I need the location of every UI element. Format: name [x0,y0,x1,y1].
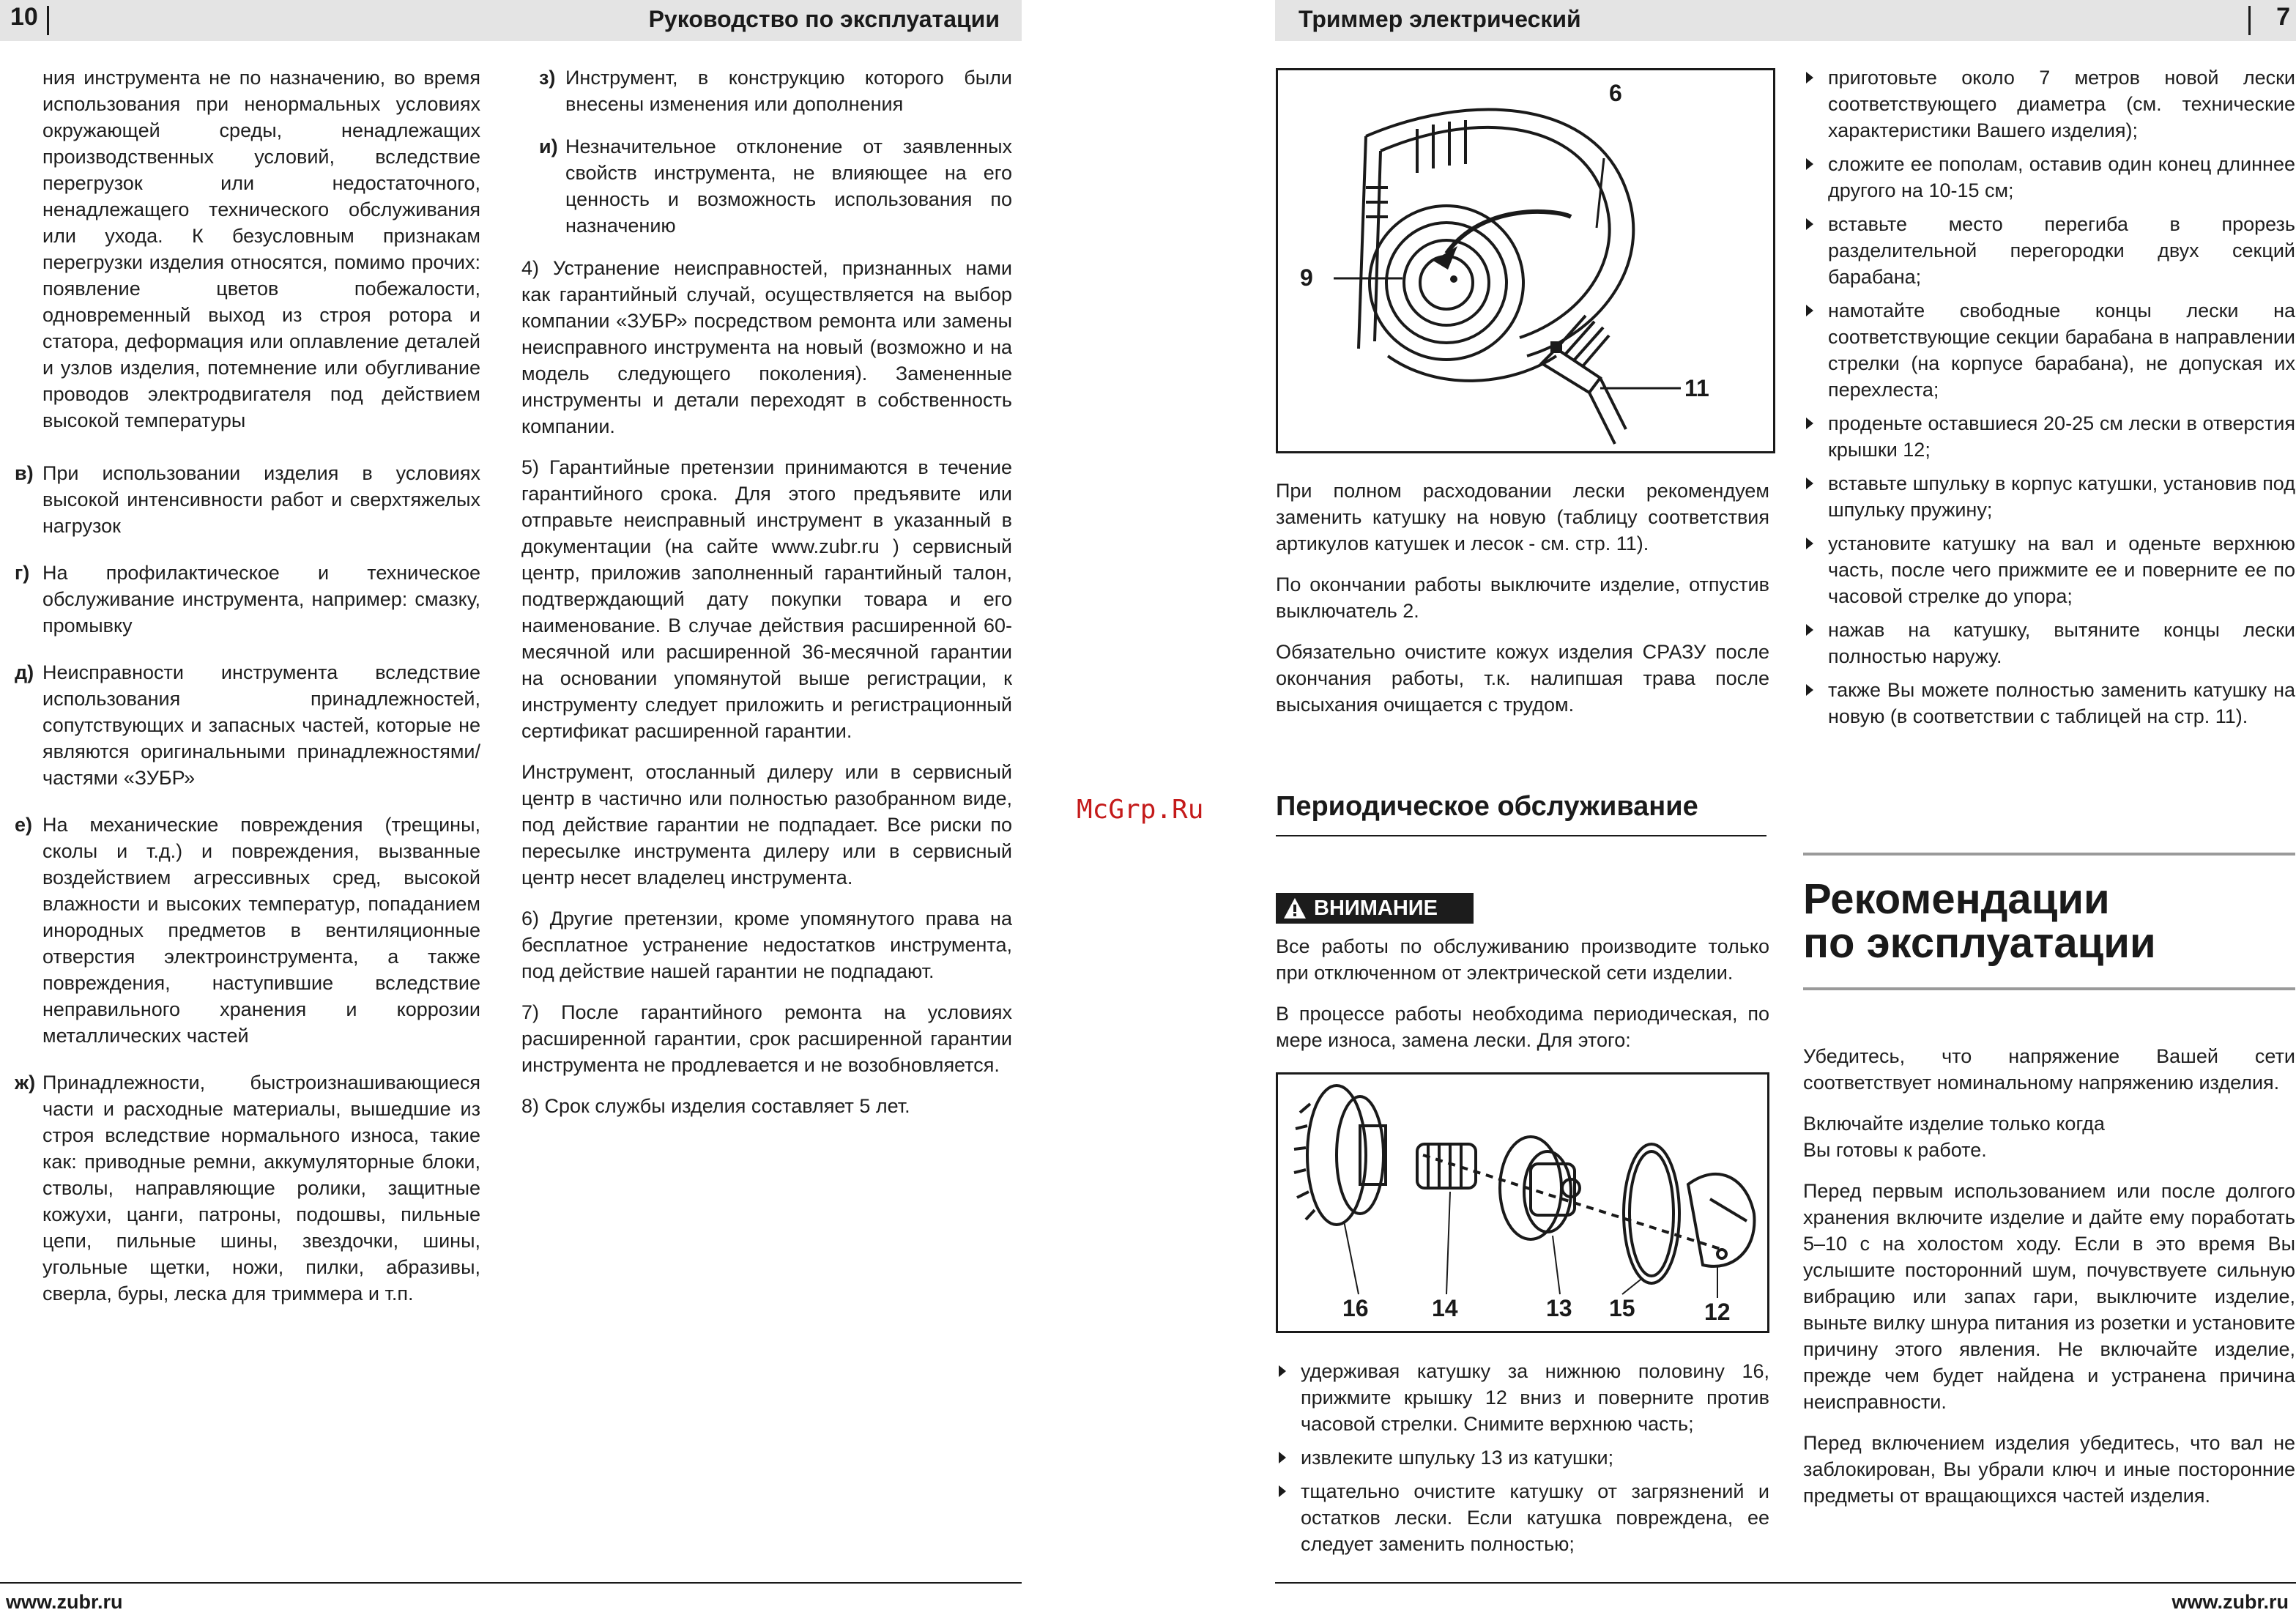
warranty-item-g [15,560,480,639]
item-key: в) [15,462,34,484]
item-text: При использовании изделия в условиях высокой интенсивности работ и сверхтяжелых нагрузок [42,462,480,537]
item-text: На механические повреждения (трещины, сколы и т.д.) и повреждения, вызванные воздействием агрессивных сред, высокой влажности и высоких температур, попаданием инородных предметов в вентиляционные отверстия электроинструмента, а также повреждения, наступившие вследствие неправильного хранения и коррозии металлических частей [42,814,480,1047]
fig2-label-16: 16 [1342,1295,1369,1321]
step-bullet: установите катушку на вал и оденьте верхнюю часть, после чего прижмите ее и поверните ее по часовой стрелке до упора; [1803,530,2295,609]
step-bullet: сложите ее пополам, оставив один конец длиннее другого на 10-15 см; [1803,151,2295,204]
warning-icon [1283,897,1307,919]
recommendation-ready-line2: Вы готовы к работе. [1803,1139,1987,1161]
item-text: Незначительное отклонение от заявленных свойств инструмента, не влияющее на его ценность и возможность использования по назначению [565,136,1012,237]
trimmer-guard-illustration [1278,70,1773,451]
fig2-label-14: 14 [1432,1295,1458,1321]
right-footer-url[interactable]: www.zubr.ru [2171,1591,2289,1613]
fig1-label-6: 6 [1609,80,1622,106]
step-bullet: извлеките шпульку 13 из катушки; [1276,1444,1769,1471]
left-header-title: Руководство по эксплуатации [648,6,1000,32]
right-column-1-middle [1276,933,1769,1068]
warranty-paragraph-4: 4) Устранение неисправностей, признанных нами как гарантийный случай, осуществляется на выбор компании «ЗУБР» посредством ремонта или замены неисправного инструмента на новый (возможно и на модель следующего поколения). Замененные инструменты и детали переходят в собственность компании. [521,257,1012,437]
warning-label: ВНИМАНИЕ [1314,897,1438,920]
watermark: McGrp.Ru [1077,795,1204,825]
recommendation-voltage: Убедитесь, что напряжение Вашей сети соответствует номинальному напряжению изделия. [1803,1045,2295,1094]
item-key: и) [539,136,558,157]
right-header-bar [1275,0,2296,41]
fig2-label-15: 15 [1609,1295,1635,1321]
right-column-2-steps [1803,64,2295,737]
warranty-paragraph-8: 8) Срок службы изделия составляет 5 лет. [521,1095,910,1117]
item-text: Неисправности инструмента вследствие использования принадлежностей, сопутствующих и запасных частей, которые не являются оригинальными принадлежностями/частями «ЗУБР» [42,661,480,789]
warning-badge [1276,893,1474,924]
left-header-divider [47,6,49,35]
recommendations-top-rule [1803,853,2295,856]
item-key: е) [15,814,33,836]
step-bullet: нажав на катушку, вытяните концы лески полностью наружу. [1803,617,2295,669]
recommendations-bottom-rule [1803,987,2295,990]
warranty-item-z [521,64,1012,117]
recommendations-title [1803,877,2156,965]
maintenance-title-rule [1276,835,1766,836]
fig1-label-9: 9 [1300,264,1313,291]
warranty-paragraph-7: 7) После гарантийного ремонта на условиях расширенной гарантии, срок расширенной гарантии инструмента не продлевается и не возобновляется. [521,1001,1012,1076]
item-text: Инструмент, в конструкцию которого были внесены изменения или дополнения [565,67,1012,115]
recommendation-first-use: Перед первым использованием или после долгого хранения включите изделие и дайте ему поработать 5–10 с на холостом ходу. Если в это время Вы услышите посторонний шум, почувствуете сильную вибрацию или запах гари, выключите изделие, выньте вилку шнура питания из розетки и установите причину этого явления. Не включайте изделие, прежде чем будет найдена и устранена причина неисправности. [1803,1180,2295,1413]
recommendations-title-line2: по эксплуатации [1803,919,2156,967]
step-bullet: вставьте место перегиба в прорезь разделительной перегородки двух секций барабана; [1803,211,2295,290]
right-column-1-top [1276,478,1769,732]
warranty-paragraph-5: 5) Гарантийные претензии принимаются в течение гарантийного срока. Для этого предъявите или отправьте неисправный инструмент в указанный в документации (на сайте www.zubr.ru ) сервисный центр, приложив заполненный гарантийный талон, подтверждающий дату покупки товара и его наименование. В случае действия расширенной 60-месячной или расширенной 36-месячной гарантии на основании упомянутой выше регистрации, к инструменту следует приложить и регистрационный сертификат расширенной гарантии. [521,456,1012,742]
right-header-divider [2248,6,2251,35]
item-key: ж) [15,1072,36,1094]
fig2-label-13: 13 [1546,1295,1572,1321]
trimmer-guard-figure [1276,68,1775,453]
periodic-paragraph: В процессе работы необходима периодическая, по мере износа, замена лески. Для этого: [1276,1003,1769,1051]
spool-exploded-figure [1276,1072,1769,1333]
step-bullet: удерживая катушку за нижнюю половину 16, прижмите крышку 12 вниз и поверните против часовой стрелки. Снимите верхнюю часть; [1276,1358,1769,1437]
item-key: д) [15,661,34,683]
warranty-item-e [15,812,480,1049]
recommendation-shaft-check: Перед включением изделия убедитесь, что вал не заблокирован, Вы убрали ключ и иные посторонние предметы от вращающихся частей изделия. [1803,1432,2295,1507]
step-bullet: проденьте оставшиеся 20-25 см лески в отверстия крышки 12; [1803,410,2295,463]
left-footer-url[interactable]: www.zubr.ru [6,1591,123,1613]
warning-paragraph: Все работы по обслуживанию производите только при отключенном от электрической сети изделии. [1276,935,1769,984]
recommendation-ready-line1: Включайте изделие только когда [1803,1113,2105,1135]
warranty-item-zh [15,1069,480,1307]
left-page-number: 10 [10,3,38,31]
warranty-paragraph-6: 6) Другие претензии, кроме упомянутого права на бесплатное устранение недостатков инструмента, под действие нашей гарантии не подпадают. [521,908,1012,982]
recommendations-title-line1: Рекомендации [1803,875,2110,923]
switch-off-paragraph: По окончании работы выключите изделие, отпустив выключатель 2. [1276,574,1769,622]
warranty-item-d [15,659,480,791]
right-footer-rule [1275,1582,2296,1584]
step-bullet: вставьте шпульку в корпус катушки, установив под шпульку пружину; [1803,470,2295,523]
step-bullet: намотайте свободные концы лески на соответствующие секции барабана в направлении стрелки (на корпусе барабана), не допуская их перехлеста; [1803,297,2295,403]
step-bullet: приготовьте около 7 метров новой лески соответствующего диаметра (см. технические характеристики Вашего изделия); [1803,64,2295,144]
warranty-item-i [521,133,1012,239]
left-footer-rule [0,1582,1022,1584]
warranty-item-v [15,460,480,539]
left-header-bar [0,0,1022,41]
replace-spool-paragraph: При полном расходовании лески рекомендуем заменить катушку на новую (таблицу соответствия артикулов катушек и лесок - см. стр. 11). [1276,480,1769,554]
step-bullet: также Вы можете полностью заменить катушку на новую (в соответствии с таблицей на стр. 11). [1803,677,2295,730]
step-bullet: тщательно очистите катушку от загрязнений и остатков лески. Если катушка повреждена, ее следует заменить полностью; [1276,1478,1769,1557]
item-key: г) [15,562,30,584]
maintenance-section-title: Периодическое обслуживание [1276,791,1698,822]
fig2-label-12: 12 [1704,1299,1731,1325]
warranty-paragraph-5b: Инструмент, отосланный дилеру или в сервисный центр в частично или полностью разобранном виде, под действие гарантии не подпадает. Все риски по пересылке инструмента дилеру или в сервисный центр несет владелец инструмента. [521,761,1012,888]
right-header-title: Триммер электрический [1299,6,1581,32]
right-column-2-recommendations [1803,1043,2295,1524]
fig1-label-11: 11 [1684,375,1709,401]
right-page-number: 7 [2276,3,2290,31]
spool-exploded-illustration [1278,1075,1767,1331]
left-column-1 [15,64,480,1327]
right-column-1-steps [1276,1358,1769,1565]
warranty-intro-paragraph: ния инструмента не по назначению, во время использования при ненормальных условиях окружающей среды, ненадлежащих производственных условий, вследствие перегрузок или недостаточного, ненадлежащего технического обслуживания или ухода. К безусловным признакам перегрузки изделия относятся, помимо прочих: появление цветов побежалости, одновременный выход из строя ротора и статора, деформация или оплавление деталей и узлов изделия, потемнение или обугливание проводов электродвигателя под действием высокой температуры [42,67,480,431]
item-key: з) [539,67,556,89]
item-text: Принадлежности, быстроизнашивающиеся части и расходные материалы, вышедшие из строя вследствие нормального износа, такие как: приводные ремни, аккумуляторные блоки, стволы, направляющие ролики, защитные кожухи, цанги, патроны, подошвы, пильные цепи, пильные шины, звездочки, шины, угольные щетки, ножи, пилки, абразивы, сверла, буры, леска для триммера и т.п. [42,1072,480,1305]
clean-guard-paragraph: Обязательно очистите кожух изделия СРАЗУ после окончания работы, т.к. налипшая трава после высыхания очищается с трудом. [1276,641,1769,716]
left-column-2 [521,64,1012,1134]
item-text: На профилактическое и техническое обслуживание инструмента, например: смазку, промывку [42,562,480,637]
